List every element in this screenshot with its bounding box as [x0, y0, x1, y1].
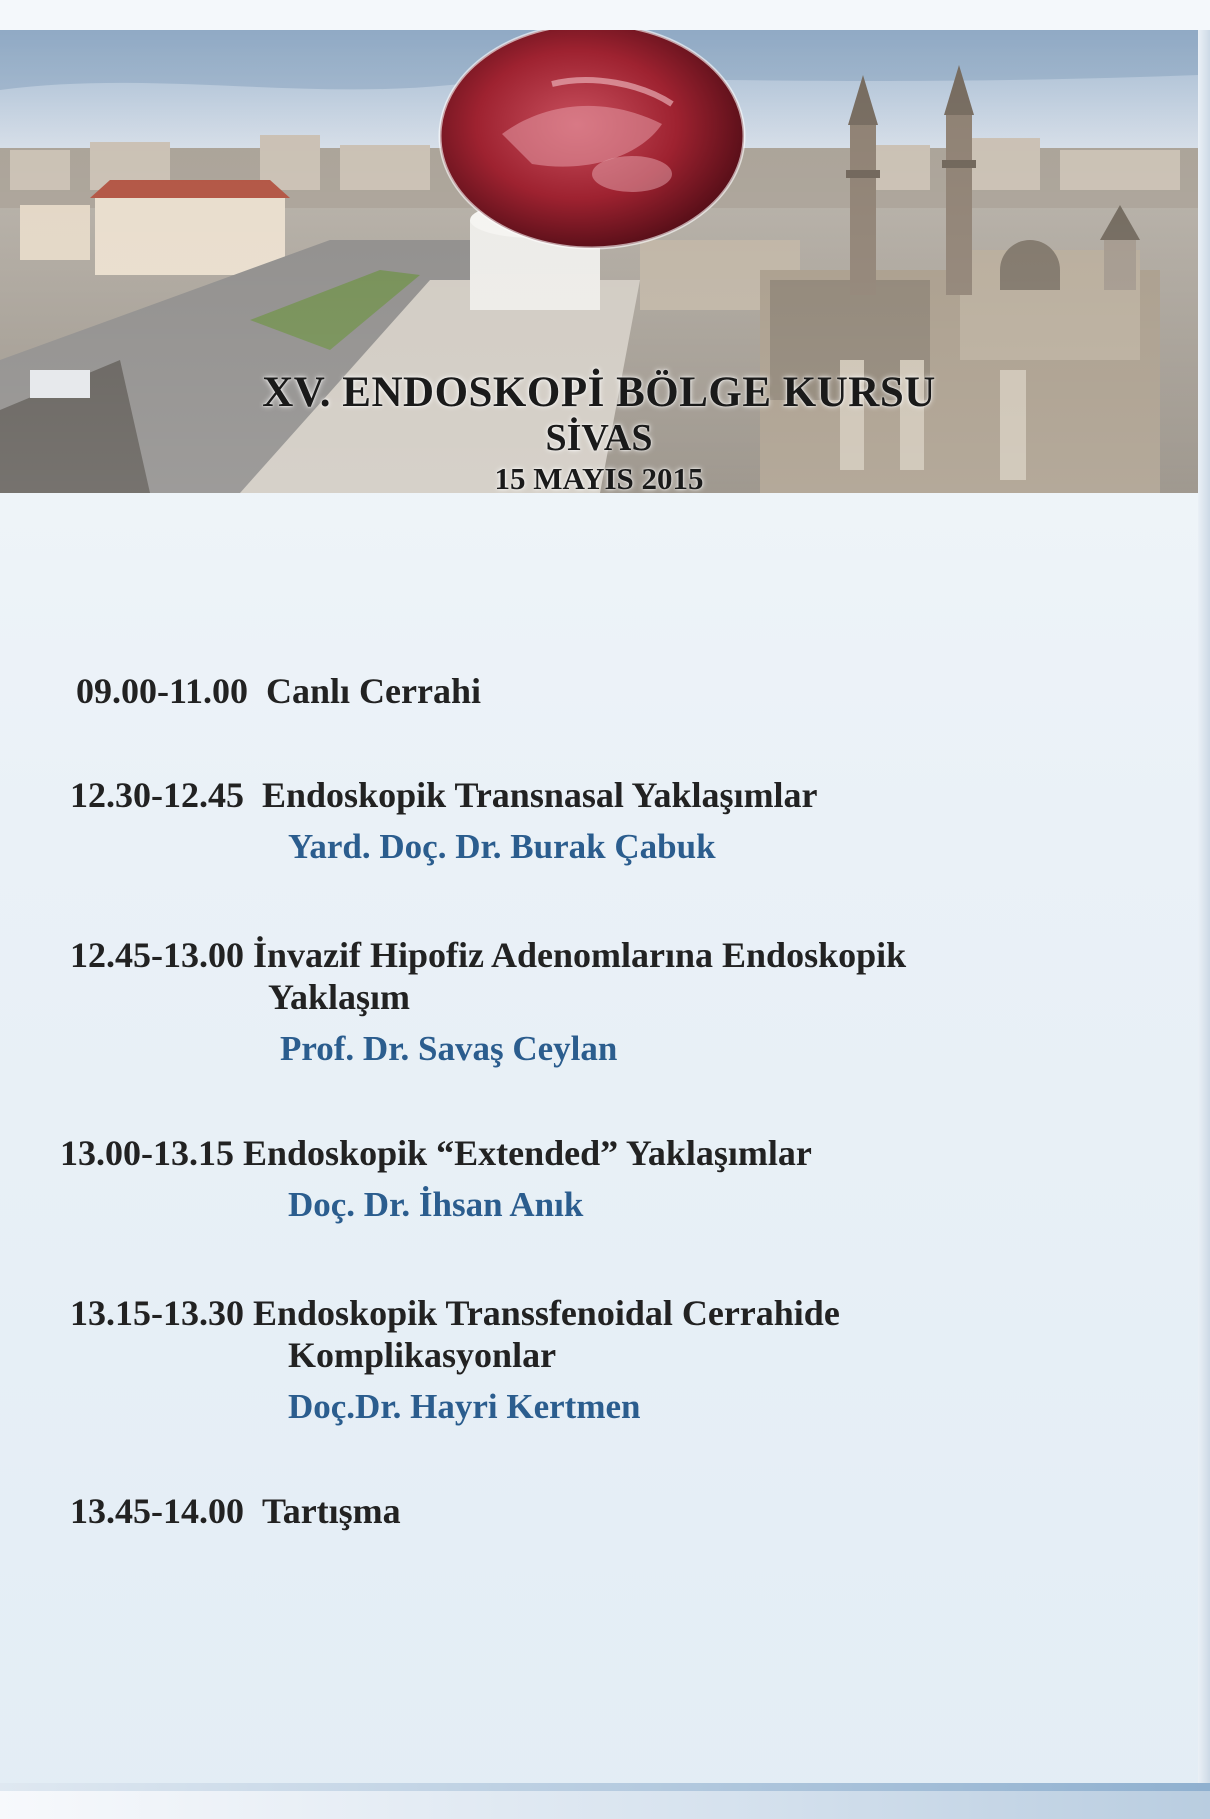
session-title: İnvazif Hipofiz Adenomlarına Endoskopik: [253, 935, 907, 975]
header-photo: [0, 30, 1198, 493]
session-time: 13.15-13.30: [70, 1293, 244, 1333]
session-speaker: Yard. Doç. Dr. Burak Çabuk: [288, 827, 716, 866]
right-border: [1198, 30, 1210, 1790]
header-title-block: [0, 370, 1198, 493]
program-entry: [0, 1490, 1150, 1532]
program-row: [0, 1292, 1150, 1334]
program-entry: [0, 774, 1150, 868]
session-title: Endoskopik Transnasal Yaklaşımlar: [262, 775, 818, 815]
program-row: [0, 670, 1150, 712]
session-speaker: Prof. Dr. Savaş Ceylan: [280, 1029, 618, 1068]
program-entry: [0, 1132, 1150, 1226]
session-title: Endoskopik “Extended” Yaklaşımlar: [243, 1133, 812, 1173]
session-title-continued: Komplikasyonlar: [288, 1335, 557, 1375]
footer-line: [0, 1783, 1210, 1791]
session-time: 09.00-11.00: [76, 671, 249, 711]
program-row: [0, 934, 1150, 976]
session-time: 13.00-13.15: [60, 1133, 234, 1173]
session-title: Canlı Cerrahi: [266, 671, 481, 711]
session-speaker: Doç. Dr. İhsan Anık: [288, 1185, 584, 1224]
session-time: 13.45-14.00: [70, 1491, 244, 1531]
session-time: 12.45-13.00: [70, 935, 244, 975]
session-time: 12.30-12.45: [70, 775, 244, 815]
course-title: XV. ENDOSKOPİ BÖLGE KURSU: [262, 369, 936, 416]
session-title-continued: Yaklaşım: [268, 977, 411, 1017]
endoscopic-image: [432, 30, 752, 254]
program-entry: [0, 670, 1150, 712]
program-row: [0, 1490, 1150, 1532]
program-row: [0, 774, 1150, 816]
session-title: Endoskopik Transsfenoidal Cerrahide: [253, 1293, 840, 1333]
course-date: 15 MAYIS 2015: [494, 461, 704, 493]
program-entry: [0, 1292, 1150, 1428]
session-speaker: Doç.Dr. Hayri Kertmen: [288, 1387, 641, 1426]
course-city: SİVAS: [545, 417, 653, 459]
program-entry: [0, 934, 1150, 1070]
session-title: Tartışma: [262, 1491, 401, 1531]
program-row: [0, 1132, 1150, 1174]
